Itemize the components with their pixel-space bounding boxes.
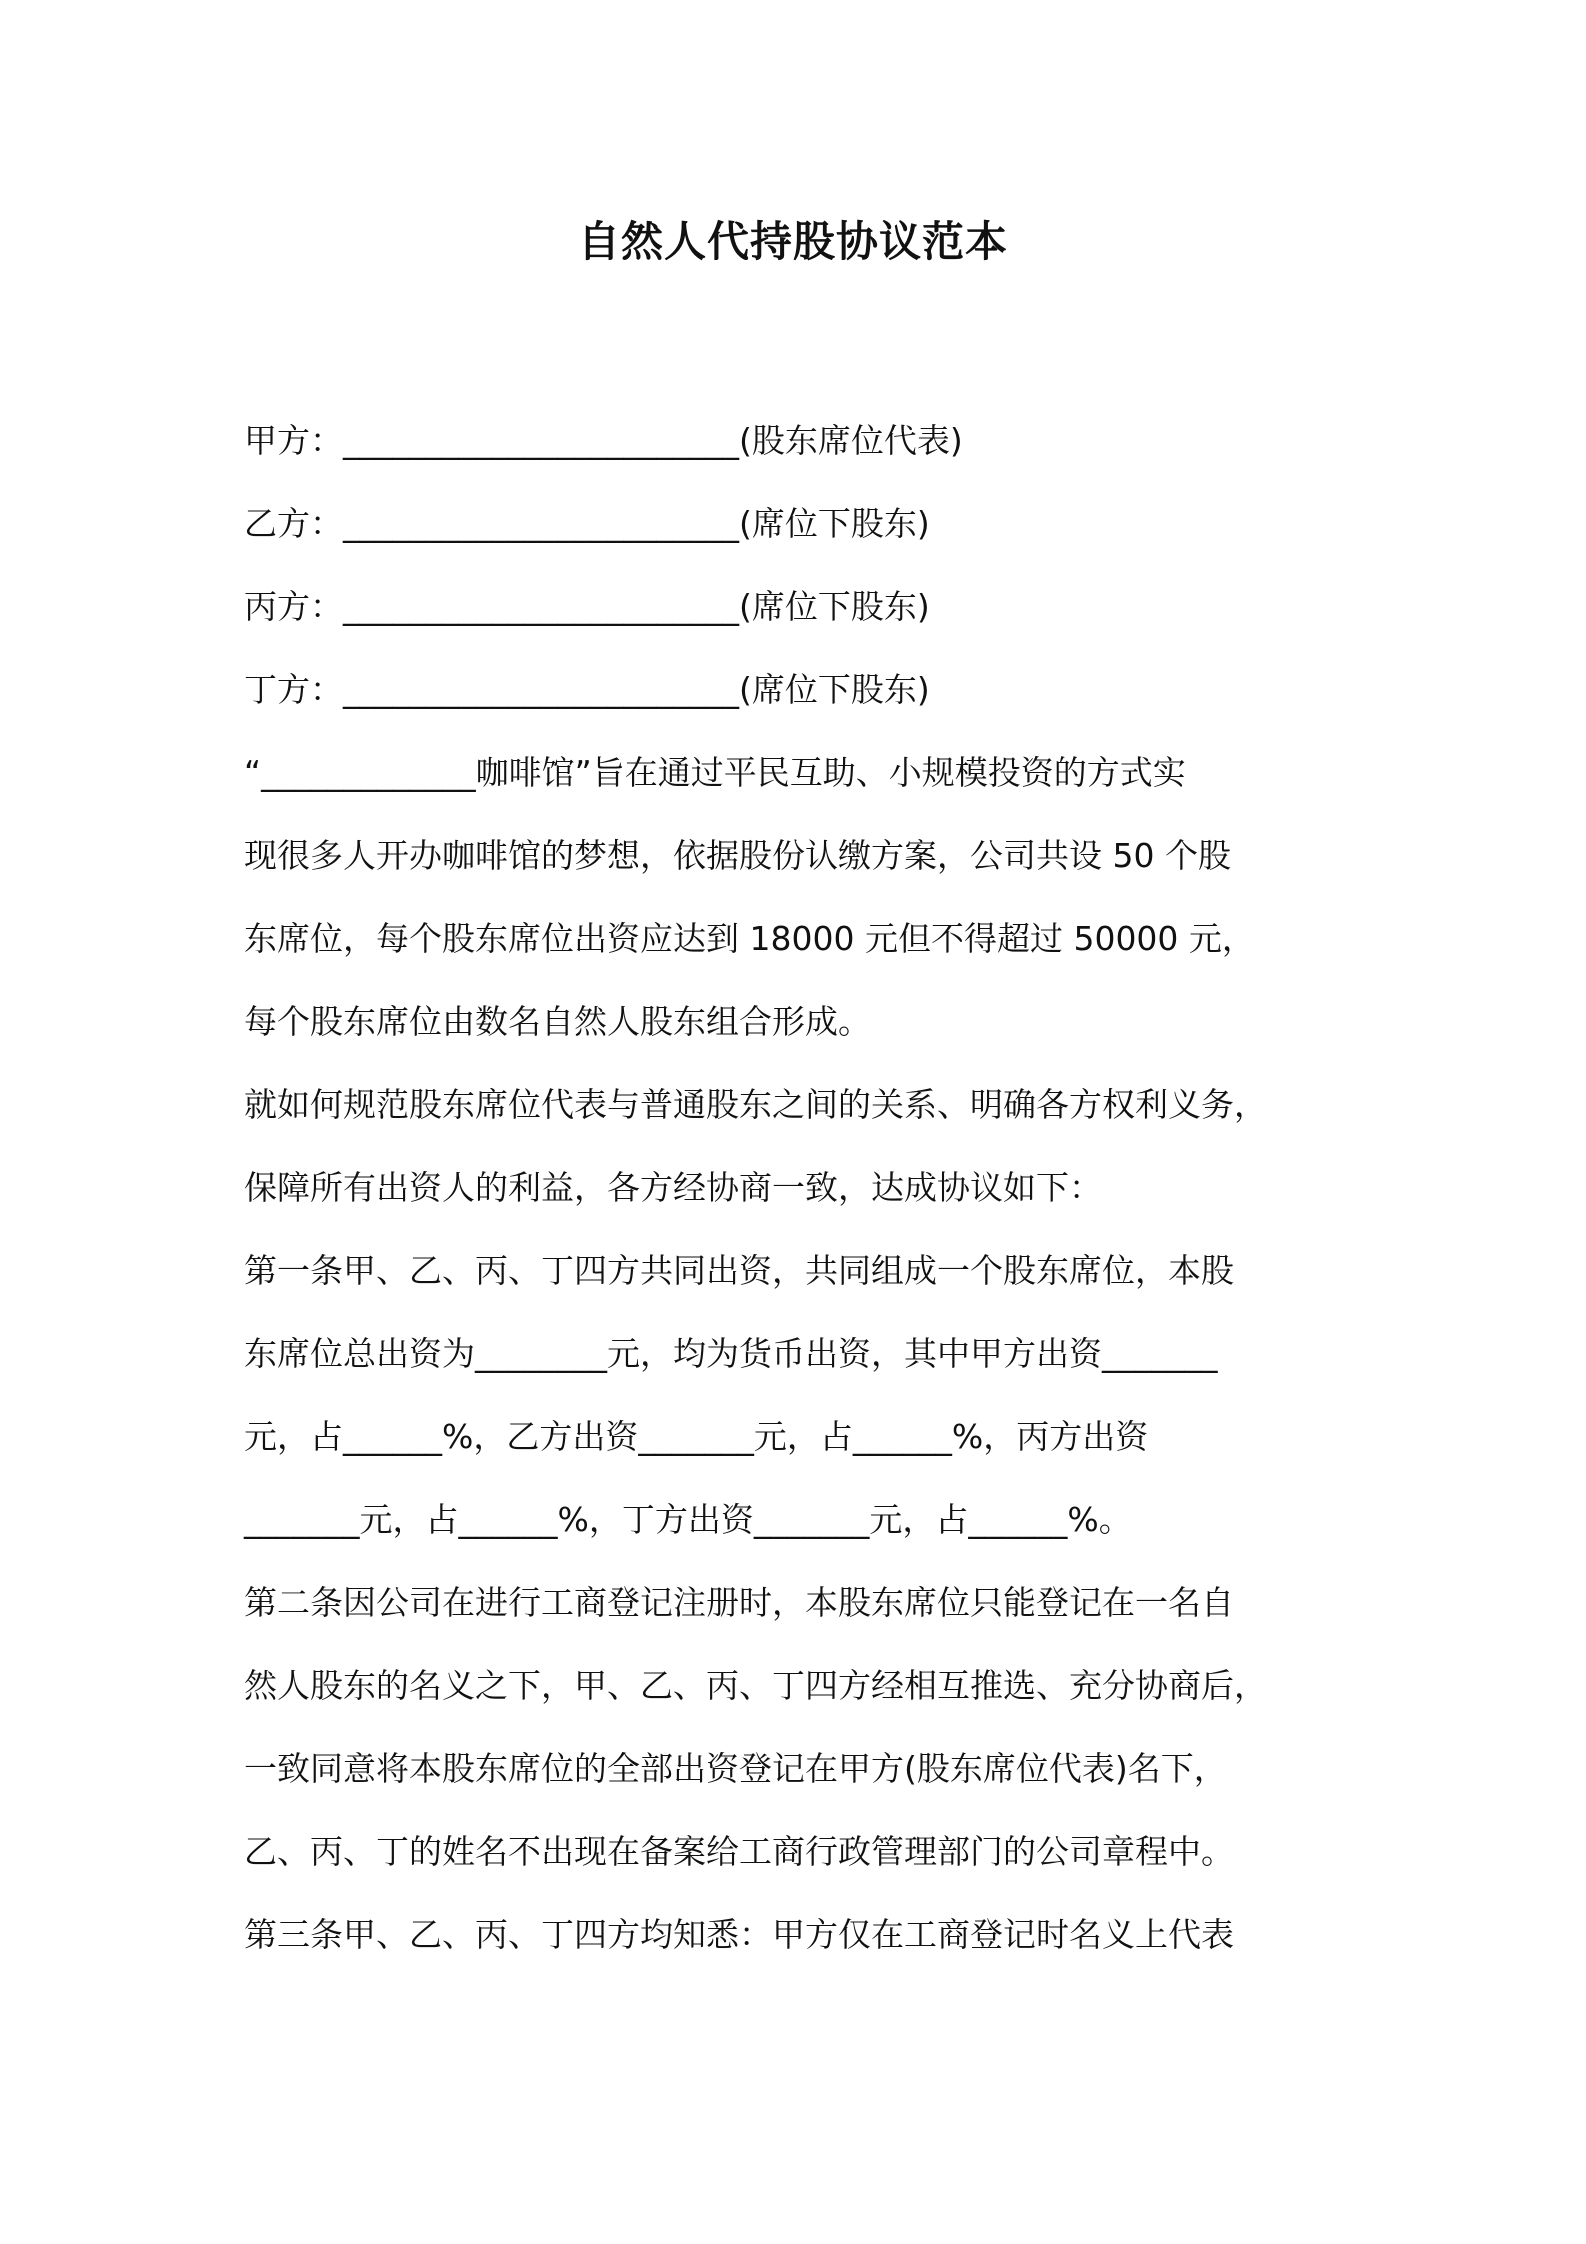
purpose-line-1: 就如何规范股东席位代表与普通股东之间的关系、明确各方权利义务， [244, 1085, 1267, 1124]
document-title: 自然人代持股协议范本 [577, 217, 1008, 266]
article-2-line-2: 然人股东的名义之下，甲、乙、丙、丁四方经相互推选、充分协商后， [244, 1666, 1267, 1705]
party-d-line: 丁方：________________________(席位下股东) [244, 670, 930, 709]
party-c-line: 丙方：________________________(席位下股东) [244, 587, 930, 626]
intro-line-1: “_____________咖啡馆”旨在通过平民互助、小规模投资的方式实 [244, 753, 1186, 792]
intro-line-2: 现很多人开办咖啡馆的梦想，依据股份认缴方案，公司共设 50 个股 [244, 836, 1231, 875]
party-a-line: 甲方：________________________(股东席位代表) [244, 421, 963, 460]
article-2-line-4: 乙、丙、丁的姓名不出现在备案给工商行政管理部门的公司章程中。 [244, 1832, 1234, 1871]
article-1-line-2: 东席位总出资为________元，均为货币出资，其中甲方出资_______ [244, 1334, 1218, 1373]
article-1-line-4: _______元，占______%，丁方出资_______元，占______%。 [244, 1500, 1132, 1539]
article-2-line-3: 一致同意将本股东席位的全部出资登记在甲方(股东席位代表)名下， [244, 1749, 1227, 1788]
intro-line-4: 每个股东席位由数名自然人股东组合形成。 [244, 1002, 871, 1041]
article-2-line-1: 第二条因公司在进行工商登记注册时，本股东席位只能登记在一名自 [244, 1583, 1234, 1622]
purpose-line-2: 保障所有出资人的利益，各方经协商一致，达成协议如下： [244, 1168, 1102, 1207]
article-3-line-1: 第三条甲、乙、丙、丁四方均知悉：甲方仅在工商登记时名义上代表 [244, 1915, 1234, 1954]
intro-line-3: 东席位，每个股东席位出资应达到 18000 元但不得超过 50000 元， [244, 919, 1255, 958]
party-b-line: 乙方：________________________(席位下股东) [244, 504, 930, 543]
article-1-line-1: 第一条甲、乙、丙、丁四方共同出资，共同组成一个股东席位，本股 [244, 1251, 1234, 1290]
article-1-line-3: 元，占______%，乙方出资_______元，占______%，丙方出资 [244, 1417, 1149, 1456]
